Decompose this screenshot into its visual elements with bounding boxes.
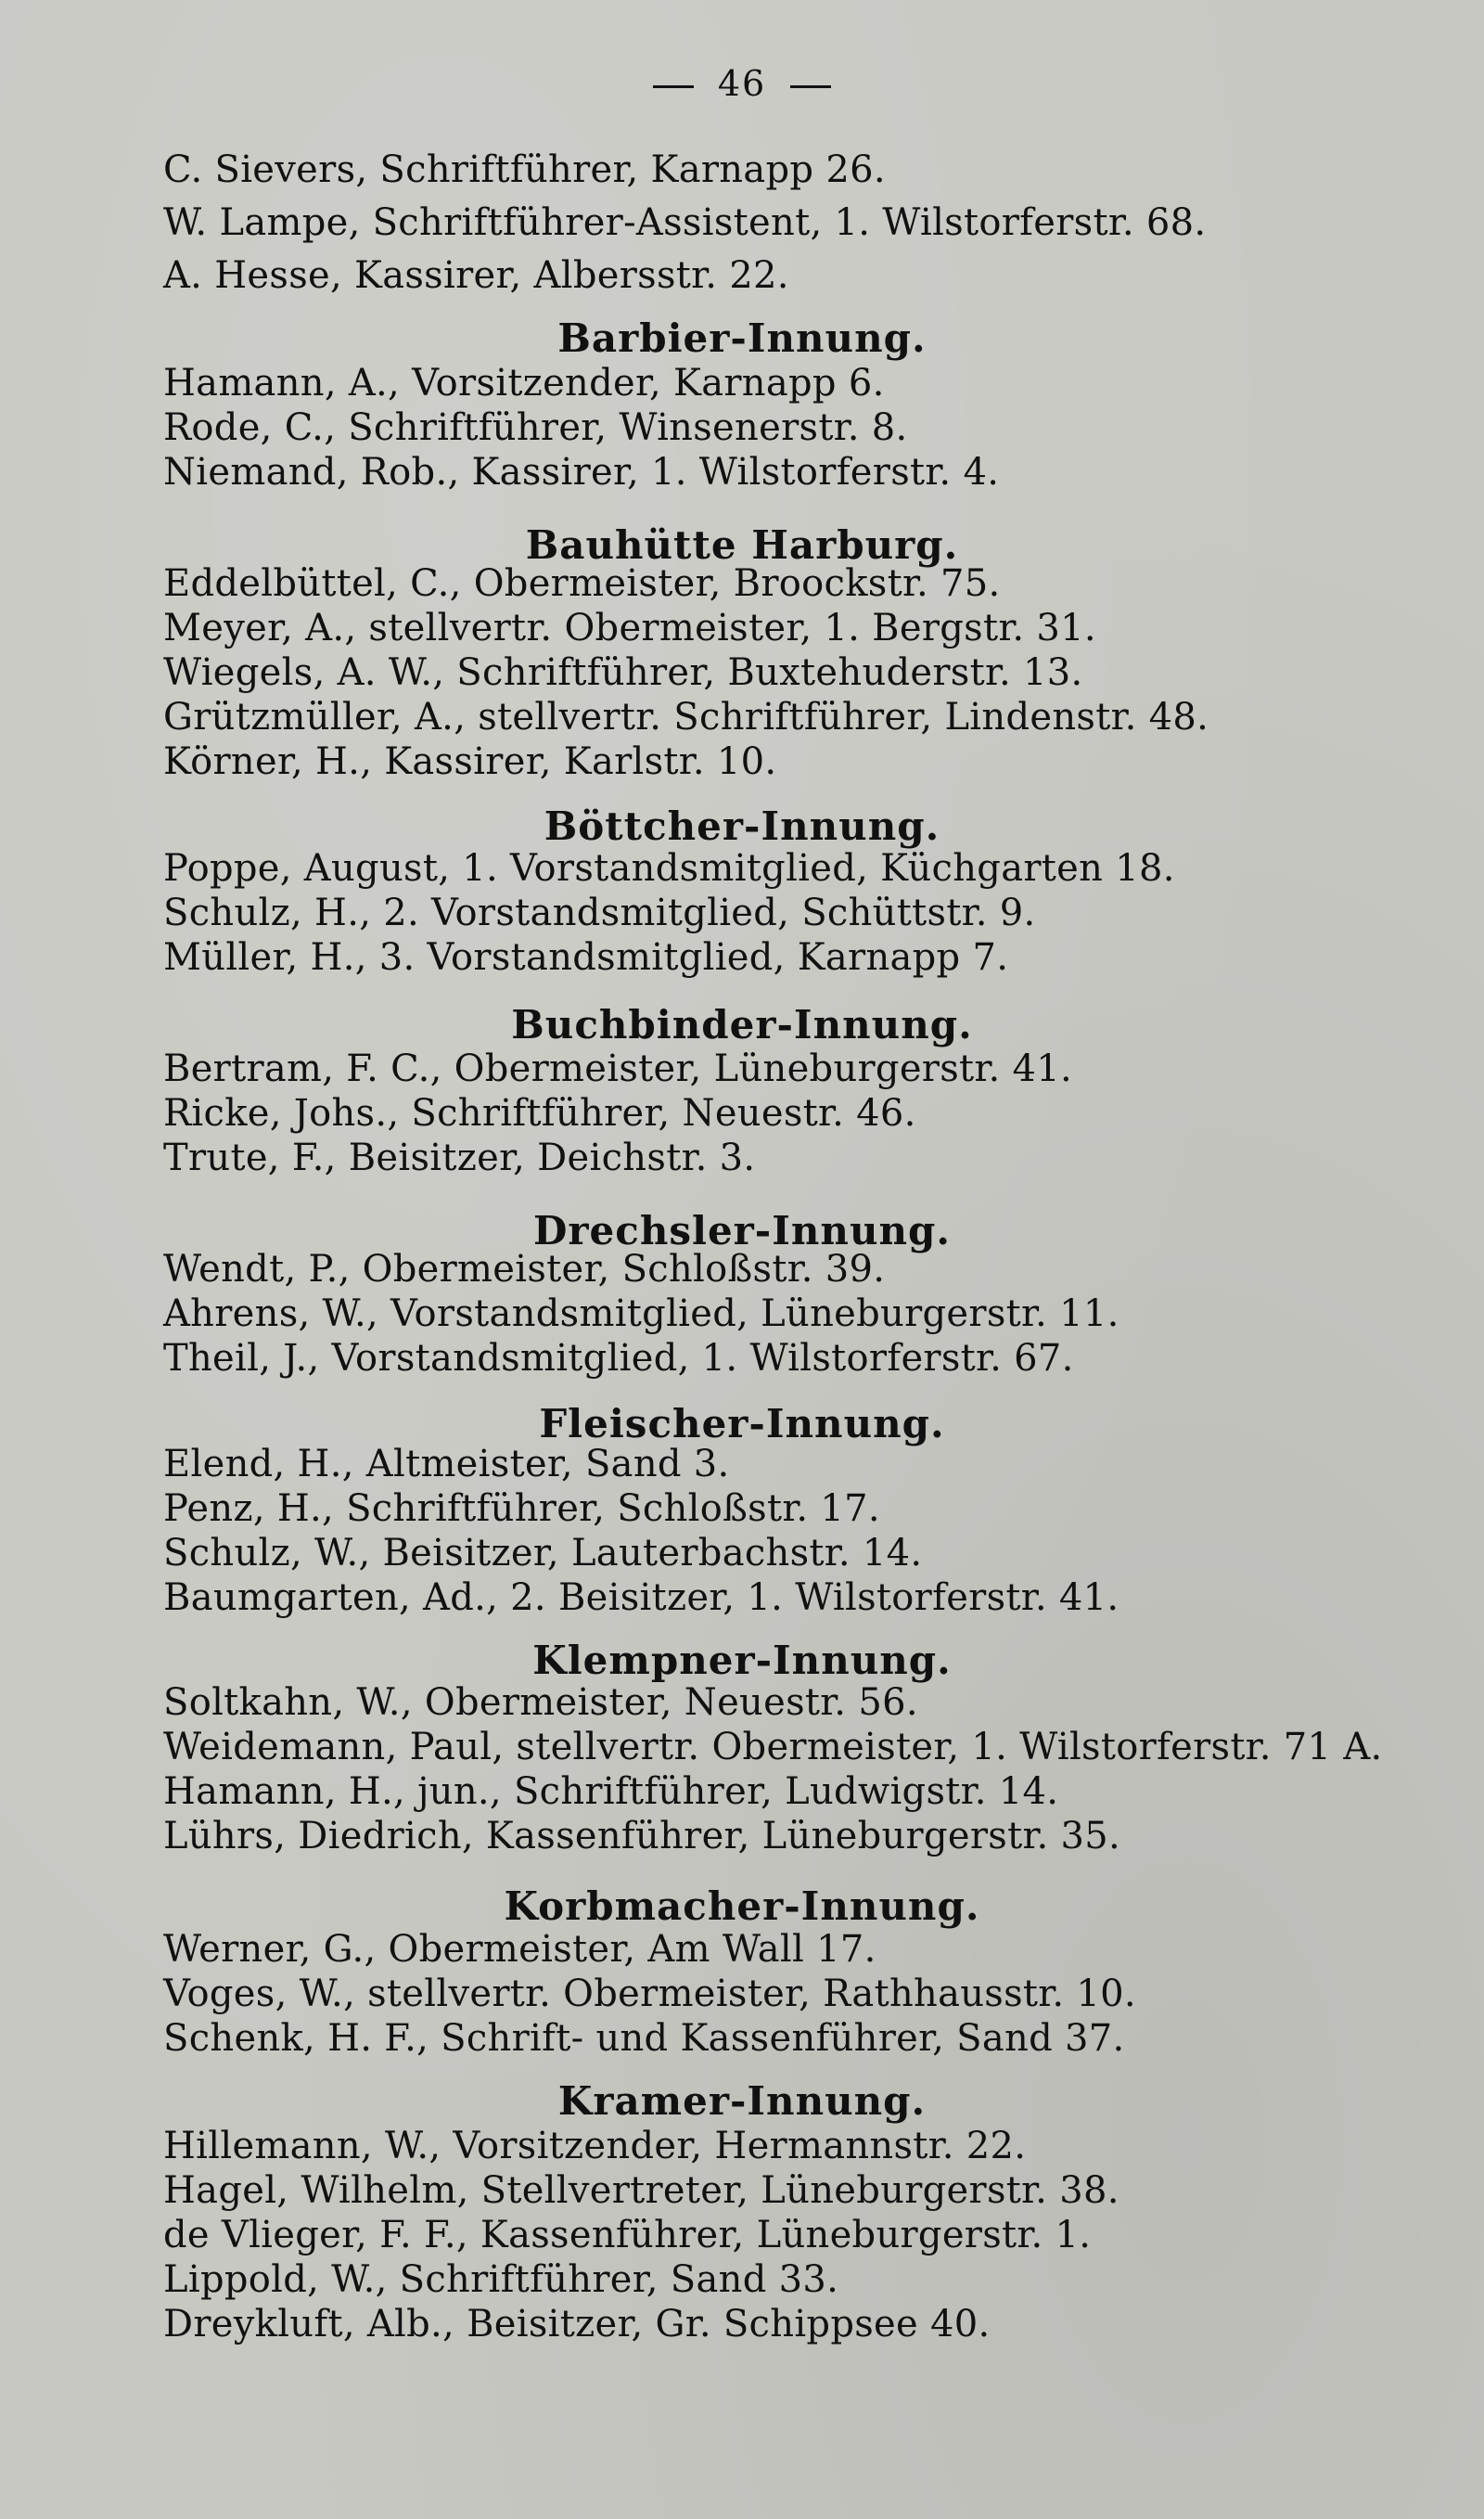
section-title: Klempner-Innung. xyxy=(532,1638,952,1683)
list-item: Theil, J., Vorstandsmitglied, 1. Wilstorferstr. 67. xyxy=(163,1337,1074,1380)
list-item: W. Lampe, Schriftführer-Assistent, 1. Wilstorferstr. 68. xyxy=(163,201,1207,244)
list-item: Meyer, A., stellvertr. Obermeister, 1. Bergstr. 31. xyxy=(163,607,1096,649)
page-number-text: 46 xyxy=(717,63,767,104)
list-item: Körner, H., Kassirer, Karlstr. 10. xyxy=(163,740,777,783)
list-item: Müller, H., 3. Vorstandsmitglied, Karnapp 7. xyxy=(163,936,1009,979)
section-title: Barbier-Innung. xyxy=(557,315,927,361)
list-item: Lührs, Diedrich, Kassenführer, Lüneburgerstr. 35. xyxy=(163,1815,1121,1857)
list-item: de Vlieger, F. F., Kassenführer, Lüneburgerstr. 1. xyxy=(163,2214,1092,2256)
list-item: Hamann, H., jun., Schriftführer, Ludwigstr. 14. xyxy=(163,1770,1059,1813)
section-title: Korbmacher-Innung. xyxy=(504,1883,980,1929)
list-item: Poppe, August, 1. Vorstandsmitglied, Küchgarten 18. xyxy=(163,847,1175,890)
list-item: Wendt, P., Obermeister, Schloßstr. 39. xyxy=(163,1248,886,1291)
section-title: Böttcher-Innung. xyxy=(544,803,940,849)
list-item: Bertram, F. C., Obermeister, Lüneburgerstr. 41. xyxy=(163,1047,1072,1090)
section-title: Drechsler-Innung. xyxy=(532,1208,952,1253)
section-title: Fleischer-Innung. xyxy=(539,1401,945,1446)
list-item: Weidemann, Paul, stellvertr. Obermeister, 1. Wilstorferstr. 71 A. xyxy=(163,1726,1383,1768)
dash-left xyxy=(653,85,694,88)
list-item: Rode, C., Schriftführer, Winsenerstr. 8. xyxy=(163,406,908,449)
list-item: Hamann, A., Vorsitzender, Karnapp 6. xyxy=(163,362,885,405)
list-item: Lippold, W., Schriftführer, Sand 33. xyxy=(163,2258,839,2301)
list-item: Soltkahn, W., Obermeister, Neuestr. 56. xyxy=(163,1681,918,1724)
list-item: Grützmüller, A., stellvertr. Schriftführer, Lindenstr. 48. xyxy=(163,696,1209,739)
list-item: Penz, H., Schriftführer, Schloßstr. 17. xyxy=(163,1487,880,1530)
section-title: Bauhütte Harburg. xyxy=(525,522,959,568)
section-title: Kramer-Innung. xyxy=(557,2078,927,2124)
list-item: Niemand, Rob., Kassirer, 1. Wilstorferstr. 4. xyxy=(163,451,1000,494)
list-item: Wiegels, A. W., Schriftführer, Buxtehuderstr. 13. xyxy=(163,651,1083,694)
list-item: Schulz, H., 2. Vorstandsmitglied, Schüttstr. 9. xyxy=(163,892,1036,934)
list-item: Trute, F., Beisitzer, Deichstr. 3. xyxy=(163,1137,756,1179)
list-item: Hagel, Wilhelm, Stellvertreter, Lüneburgerstr. 38. xyxy=(163,2169,1119,2212)
list-item: Ahrens, W., Vorstandsmitglied, Lüneburgerstr. 11. xyxy=(163,1292,1119,1335)
list-item: Elend, H., Altmeister, Sand 3. xyxy=(163,1443,730,1485)
list-item: Hillemann, W., Vorsitzender, Hermannstr. 22. xyxy=(163,2125,1027,2167)
list-item: Ricke, Johs., Schriftführer, Neuestr. 46. xyxy=(163,1092,916,1135)
list-item: A. Hesse, Kassirer, Albersstr. 22. xyxy=(163,254,789,297)
list-item: Baumgarten, Ad., 2. Beisitzer, 1. Wilstorferstr. 41. xyxy=(163,1576,1119,1619)
list-item: C. Sievers, Schriftführer, Karnapp 26. xyxy=(163,148,886,191)
list-item: Werner, G., Obermeister, Am Wall 17. xyxy=(163,1928,876,1971)
list-item: Schenk, H. F., Schrift- und Kassenführer, Sand 37. xyxy=(163,2017,1125,2060)
list-item: Dreykluft, Alb., Beisitzer, Gr. Schippsee 40. xyxy=(163,2303,991,2345)
list-item: Schulz, W., Beisitzer, Lauterbachstr. 14. xyxy=(163,1532,923,1574)
list-item: Voges, W., stellvertr. Obermeister, Rathhausstr. 10. xyxy=(163,1973,1136,2015)
section-title: Buchbinder-Innung. xyxy=(511,1002,973,1047)
list-item: Eddelbüttel, C., Obermeister, Broockstr. 75. xyxy=(163,562,1001,605)
dash-right xyxy=(790,85,831,88)
page-number xyxy=(0,63,1484,104)
